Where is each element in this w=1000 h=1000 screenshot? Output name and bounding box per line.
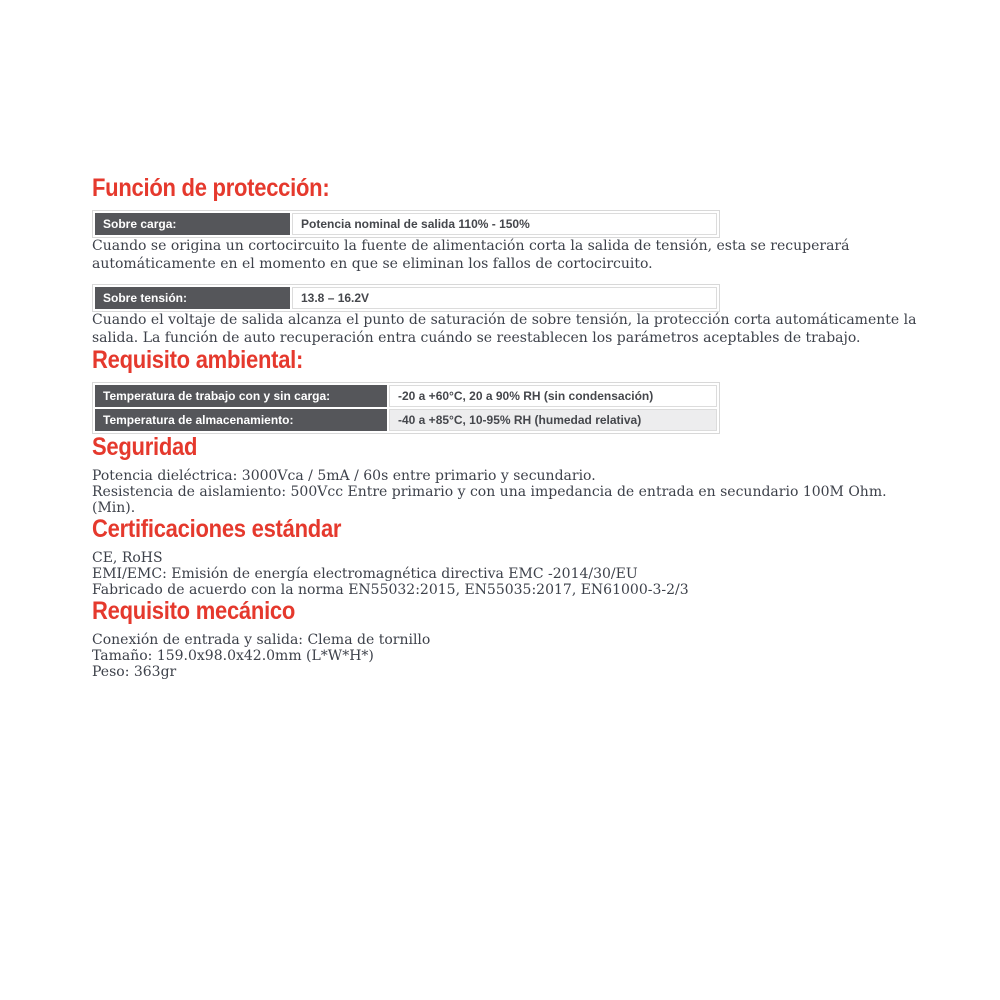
row-value-temp-trabajo: -20 a +60°C, 20 a 90% RH (sin condensación) bbox=[389, 385, 717, 407]
mecanico-line-tamano: Tamaño: 159.0x98.0x42.0mm (L*W*H*) bbox=[92, 648, 374, 664]
cert-line-ce-rohs: CE, RoHS bbox=[92, 550, 163, 566]
row-value-temp-almacenamiento: -40 a +85°C, 10-95% RH (humedad relativa) bbox=[389, 409, 717, 431]
ambient-table bbox=[92, 382, 720, 434]
row-label-temp-trabajo: Temperatura de trabajo con y sin carga: bbox=[95, 385, 387, 407]
table-row-sobre-carga bbox=[95, 213, 717, 235]
cert-line-emi-emc: EMI/EMC: Emisión de energía electromagnética directiva EMC -2014/30/EU bbox=[92, 566, 638, 582]
overload-table bbox=[92, 210, 720, 238]
table-row-temp-almacenamiento bbox=[95, 409, 717, 431]
row-label-temp-almacenamiento: Temperatura de almacenamiento: bbox=[95, 409, 387, 431]
section-heading-seguridad: Seguridad bbox=[92, 433, 198, 461]
spec-sheet-content bbox=[92, 175, 925, 680]
cert-line-normas: Fabricado de acuerdo con la norma EN55032:2015, EN55035:2017, EN61000-3-2/3 bbox=[92, 582, 689, 598]
section-heading-proteccion: Función de protección: bbox=[92, 174, 330, 202]
mecanico-line-conexion: Conexión de entrada y salida: Clema de tornillo bbox=[92, 632, 431, 648]
certificaciones-text bbox=[92, 550, 925, 598]
mecanico-line-peso: Peso: 363gr bbox=[92, 664, 177, 680]
table-row-sobre-tension bbox=[95, 287, 717, 309]
section-heading-certificaciones: Certificaciones estándar bbox=[92, 515, 342, 543]
row-value-sobre-carga: Potencia nominal de salida 110% - 150% bbox=[292, 213, 717, 235]
paragraph-overvoltage: Cuando el voltaje de salida alcanza el punto de saturación de sobre tensión, la protección corta automáticamente la salida. La función de auto recuperación entra cuándo se reestablecen los parámetros aceptables de trabajo. bbox=[92, 312, 917, 346]
seguridad-line-insulation: Resistencia de aislamiento: 500Vcc Entre primario y con una impedancia de entrada en secundario 100M Ohm. (Min). bbox=[92, 484, 887, 516]
table-row-temp-trabajo bbox=[95, 385, 717, 407]
paragraph-short-circuit: Cuando se origina un cortocircuito la fuente de alimentación corta la salida de tensión, esta se recuperará automáticamente en el momento en que se eliminan los fallos de cortocircuito. bbox=[92, 238, 850, 272]
seguridad-line-dielectric: Potencia dieléctrica: 3000Vca / 5mA / 60s entre primario y secundario. bbox=[92, 468, 596, 484]
section-heading-ambiental: Requisito ambiental: bbox=[92, 346, 304, 374]
overvoltage-table bbox=[92, 284, 720, 312]
section-heading-mecanico: Requisito mecánico bbox=[92, 597, 296, 625]
seguridad-text bbox=[92, 468, 925, 516]
mecanico-text bbox=[92, 632, 925, 680]
row-label-sobre-tension: Sobre tensión: bbox=[95, 287, 290, 309]
row-value-sobre-tension: 13.8 – 16.2V bbox=[292, 287, 717, 309]
row-label-sobre-carga: Sobre carga: bbox=[95, 213, 290, 235]
